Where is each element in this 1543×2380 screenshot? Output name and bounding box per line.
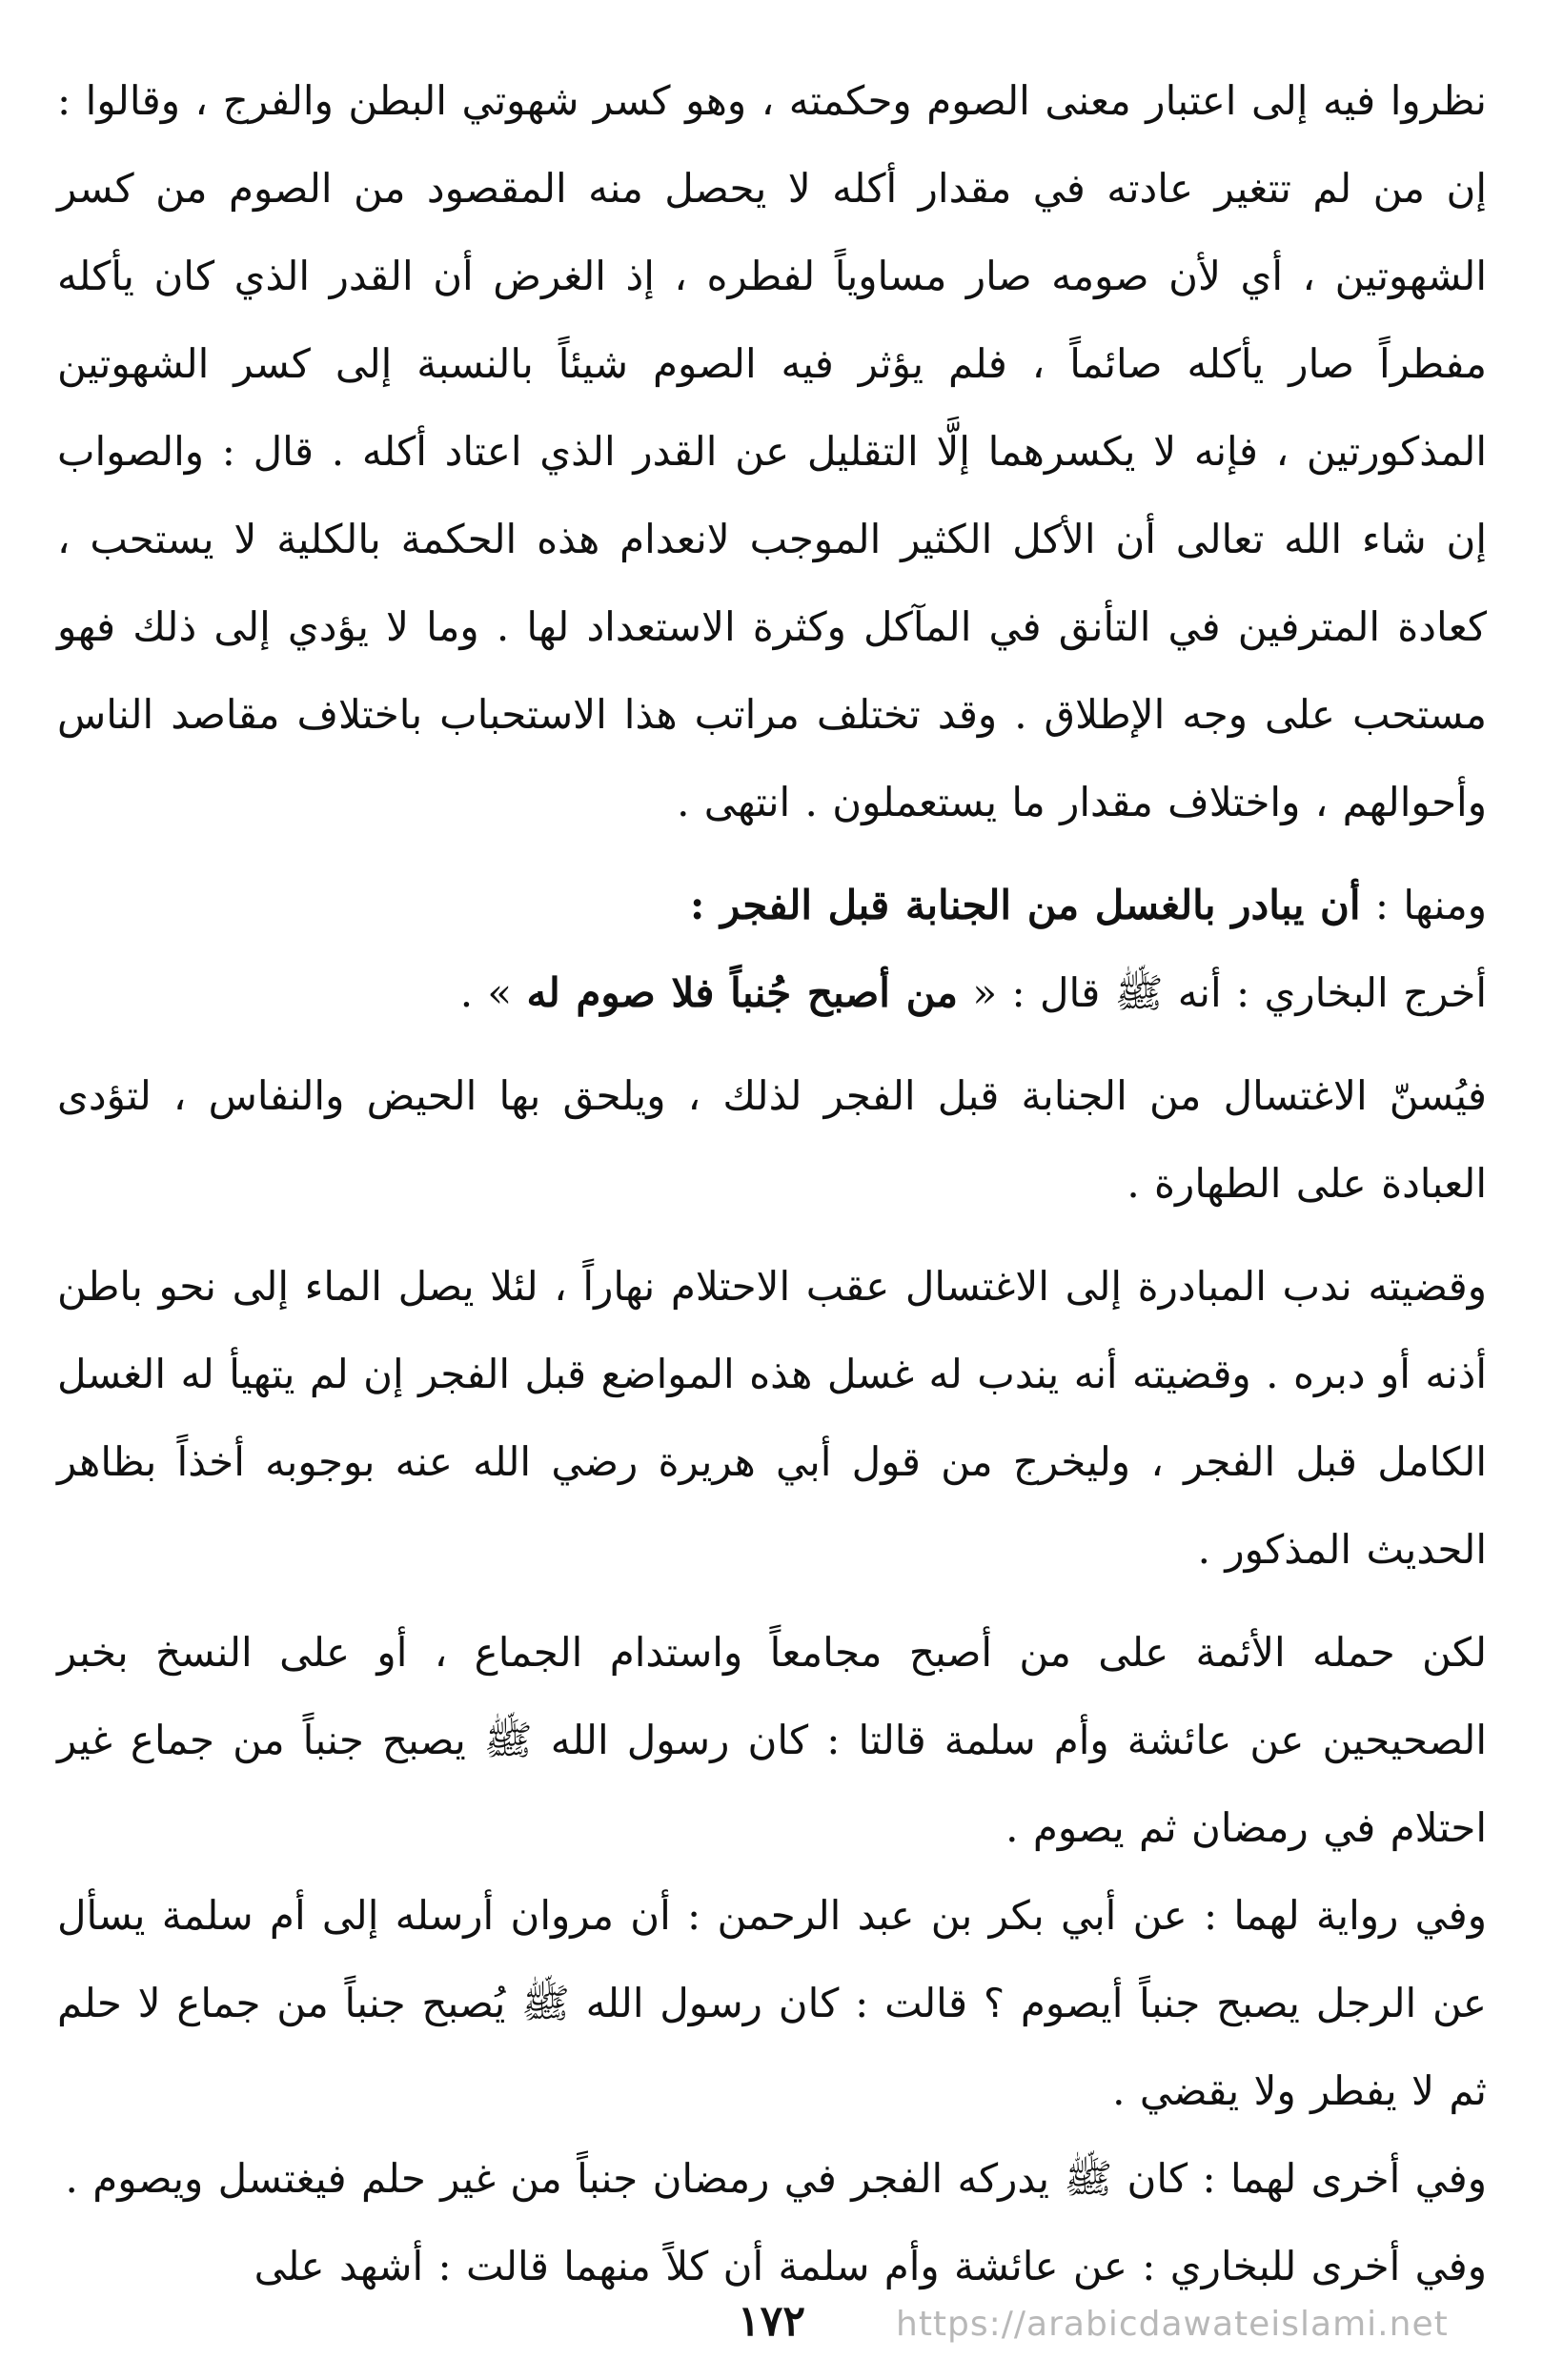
section-heading-ghusl xyxy=(57,862,1487,949)
paragraph-text: لكن حمله الأئمة على من أصبح مجامعاً واستدام الجماع ، أو على النسخ بخبر الصحيحين عن عائشة وأم سلمة قالتا : كان رسول الله ﷺ يصبح جنباً من جماع غير احتلام في رمضان ثم يصوم . xyxy=(57,1629,1487,1851)
paragraph-fasting-wisdom xyxy=(57,57,1487,846)
page-number: ١٧٢ xyxy=(738,2297,805,2346)
paragraph-hastening-ghusl xyxy=(57,1243,1487,1594)
paragraph-text: وفي أخرى لهما : كان ﷺ يدركه الفجر في رمضان جنباً من غير حلم فيغتسل ويصوم . xyxy=(65,2155,1487,2202)
paragraph-text: نظروا فيه إلى اعتبار معنى الصوم وحكمته ، وهو كسر شهوتي البطن والفرج ، وقالوا : إن من لم تتغير عادته في مقدار أكله لا يحصل منه المقصود من الصوم من كسر الشهوتين ، أي لأن صومه صار مساوياً لفطره ، إذ الغرض أن القدر الذي كان يأكله مفطراً صار يأكله صائماً ، فلم يؤثر فيه الصوم شيئاً بالنسبة إلى كسر الشهوتين المذكورتين ، فإنه لا يكسرهما إلَّا التقليل عن القدر الذي اعتاد أكله . قال : والصواب إن شاء الله تعالى أن الأكل الكثير الموجب لانعدام هذه الحكمة بالكلية لا يستحب ، كعادة المترفين في التأنق في المآكل وكثرة الاستعداد لها . وما لا يؤدي إلى ذلك فهو مستحب على وجه الإطلاق . وقد تختلف مراتب هذا الاستحباب باختلاف مقاصد الناس وأحوالهم ، واختلاف مقدار ما يستعملون . انتهى . xyxy=(57,77,1487,825)
paragraph-text: فيُسنّ الاغتسال من الجنابة قبل الفجر لذلك ، ويلحق بها الحيض والنفاس ، لتؤدى العبادة على الطهارة . xyxy=(57,1072,1487,1207)
paragraph-bukhari-hadith xyxy=(57,949,1487,1037)
heading-bold-text: أن يبادر بالغسل من الجنابة قبل الفجر : xyxy=(689,882,1361,928)
paragraph-text: وفي رواية لهما : عن أبي بكر بن عبد الرحمن : أن مروان أرسله إلى أم سلمة يسأل عن الرجل يصبح جنباً أيصوم ؟ قالت : كان رسول الله ﷺ يُصبح جنباً من جماع لا حلم ثم لا يفطر ولا يقضي . xyxy=(57,1892,1487,2114)
paragraph-another-narration xyxy=(57,2135,1487,2223)
paragraph-marwan-narration xyxy=(57,1872,1487,2135)
hadith-quote-text: من أصبح جُنباً فلا صوم له xyxy=(526,969,959,1016)
hadith-intro-text: أخرج البخاري : أنه ﷺ قال : « xyxy=(958,969,1487,1016)
heading-intro-text: ومنها : xyxy=(1360,882,1487,928)
page-footer xyxy=(0,2297,1543,2364)
document-page xyxy=(57,57,1487,2326)
watermark-url: https://arabicdawateislami.net xyxy=(896,2305,1449,2344)
paragraph-text: وقضيته ندب المبادرة إلى الاغتسال عقب الاحتلام نهاراً ، لئلا يصل الماء إلى نحو باطن أذنه أو دبره . وقضيته أنه يندب له غسل هذه المواضع قبل الفجر إن لم يتهيأ له الغسل الكامل قبل الفجر ، وليخرج من قول أبي هريرة رضي الله عنه بوجوبه أخذاً بظاهر الحديث المذكور . xyxy=(57,1263,1487,1573)
paragraph-text: وفي أخرى للبخاري : عن عائشة وأم سلمة أن كلاً منهما قالت : أشهد على xyxy=(254,2243,1487,2289)
hadith-close-text: » . xyxy=(459,969,527,1016)
paragraph-sunnah-ghusl xyxy=(57,1052,1487,1228)
paragraph-imams-interpretation xyxy=(57,1609,1487,1872)
